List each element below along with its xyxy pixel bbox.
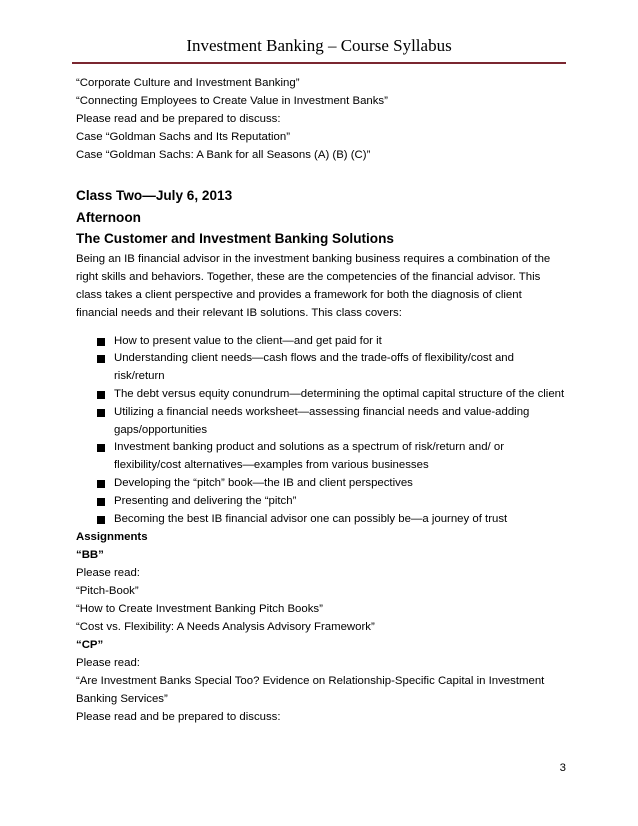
list-item-text: Becoming the best IB financial advisor one can possibly be—a journey of trust xyxy=(114,512,508,525)
topics-list xyxy=(76,333,566,529)
list-item-text: Understanding client needs—cash flows and the trade-offs of flexibility/cost and risk/return xyxy=(114,352,514,383)
list-item xyxy=(76,475,566,493)
instruction-text: Please read and be prepared to discuss: xyxy=(76,113,281,125)
description-line: right skills and behaviors. Together, these are the competencies of the financial advisor. This xyxy=(76,270,541,283)
list-item xyxy=(76,333,566,351)
reading-item: “How to Create Investment Banking Pitch Books” xyxy=(76,603,323,616)
list-item-text: The debt versus equity conundrum—determining the optimal capital structure of the client xyxy=(114,388,565,401)
reading-item: Banking Services” xyxy=(76,693,168,706)
square-bullet-icon xyxy=(97,391,105,399)
list-item-text: Utilizing a financial needs worksheet—assessing financial needs and value-adding gaps/opportunities xyxy=(114,405,530,436)
list-item-text: How to present value to the client—and get paid for it xyxy=(114,334,382,347)
list-item xyxy=(76,404,566,440)
square-bullet-icon xyxy=(97,498,105,506)
instruction-text: Please read: xyxy=(76,567,140,580)
description-line: Being an IB financial advisor in the investment banking business requires a combination of the xyxy=(76,252,551,265)
reading-item: “Pitch-Book” xyxy=(76,585,139,598)
reading-item: “Connecting Employees to Create Value in Investment Banks” xyxy=(76,95,388,107)
square-bullet-icon xyxy=(97,444,105,452)
square-bullet-icon xyxy=(97,409,105,417)
class-description xyxy=(76,250,566,323)
square-bullet-icon xyxy=(97,338,105,346)
page-content xyxy=(76,74,566,726)
square-bullet-icon xyxy=(97,355,105,363)
reading-item: “Corporate Culture and Investment Banking” xyxy=(76,77,300,89)
description-line: financial needs and their relevant IB solutions. This class covers: xyxy=(76,307,402,320)
class-topic: The Customer and Investment Banking Solutions xyxy=(76,231,394,246)
case-item: Case “Goldman Sachs: A Bank for all Seasons (A) (B) (C)” xyxy=(76,149,371,161)
list-item-text: Investment banking product and solutions as a spectrum of risk/return and/ or flexibility/cost alternatives—examples from various businesses xyxy=(114,441,505,472)
description-line: class takes a client perspective and provides a framework for both the diagnosis of client xyxy=(76,289,522,302)
list-item-text: Presenting and delivering the “pitch” xyxy=(114,494,297,507)
page-number: 3 xyxy=(559,762,566,774)
reading-item: “Cost vs. Flexibility: A Needs Analysis Advisory Framework” xyxy=(76,621,375,634)
list-item-text: Developing the “pitch” book—the IB and client perspectives xyxy=(114,477,413,490)
assignments-heading: Assignments xyxy=(76,531,148,544)
list-item xyxy=(76,350,566,386)
header-divider xyxy=(72,62,566,64)
class-session: Afternoon xyxy=(76,209,141,225)
bb-label: “BB” xyxy=(76,549,104,562)
instruction-text: Please read and be prepared to discuss: xyxy=(76,711,281,724)
class-title: Class Two—July 6, 2013 xyxy=(76,188,233,203)
square-bullet-icon xyxy=(97,480,105,488)
list-item xyxy=(76,511,566,529)
instruction-text: Please read: xyxy=(76,657,140,670)
case-item: Case “Goldman Sachs and Its Reputation” xyxy=(76,131,291,143)
list-item xyxy=(76,493,566,511)
page-header: Investment Banking – Course Syllabus xyxy=(186,36,452,55)
reading-item: “Are Investment Banks Special Too? Evidence on Relationship-Specific Capital in Investment xyxy=(76,675,545,688)
square-bullet-icon xyxy=(97,516,105,524)
list-item xyxy=(76,439,566,475)
list-item xyxy=(76,386,566,404)
cp-label: “CP” xyxy=(76,639,104,652)
